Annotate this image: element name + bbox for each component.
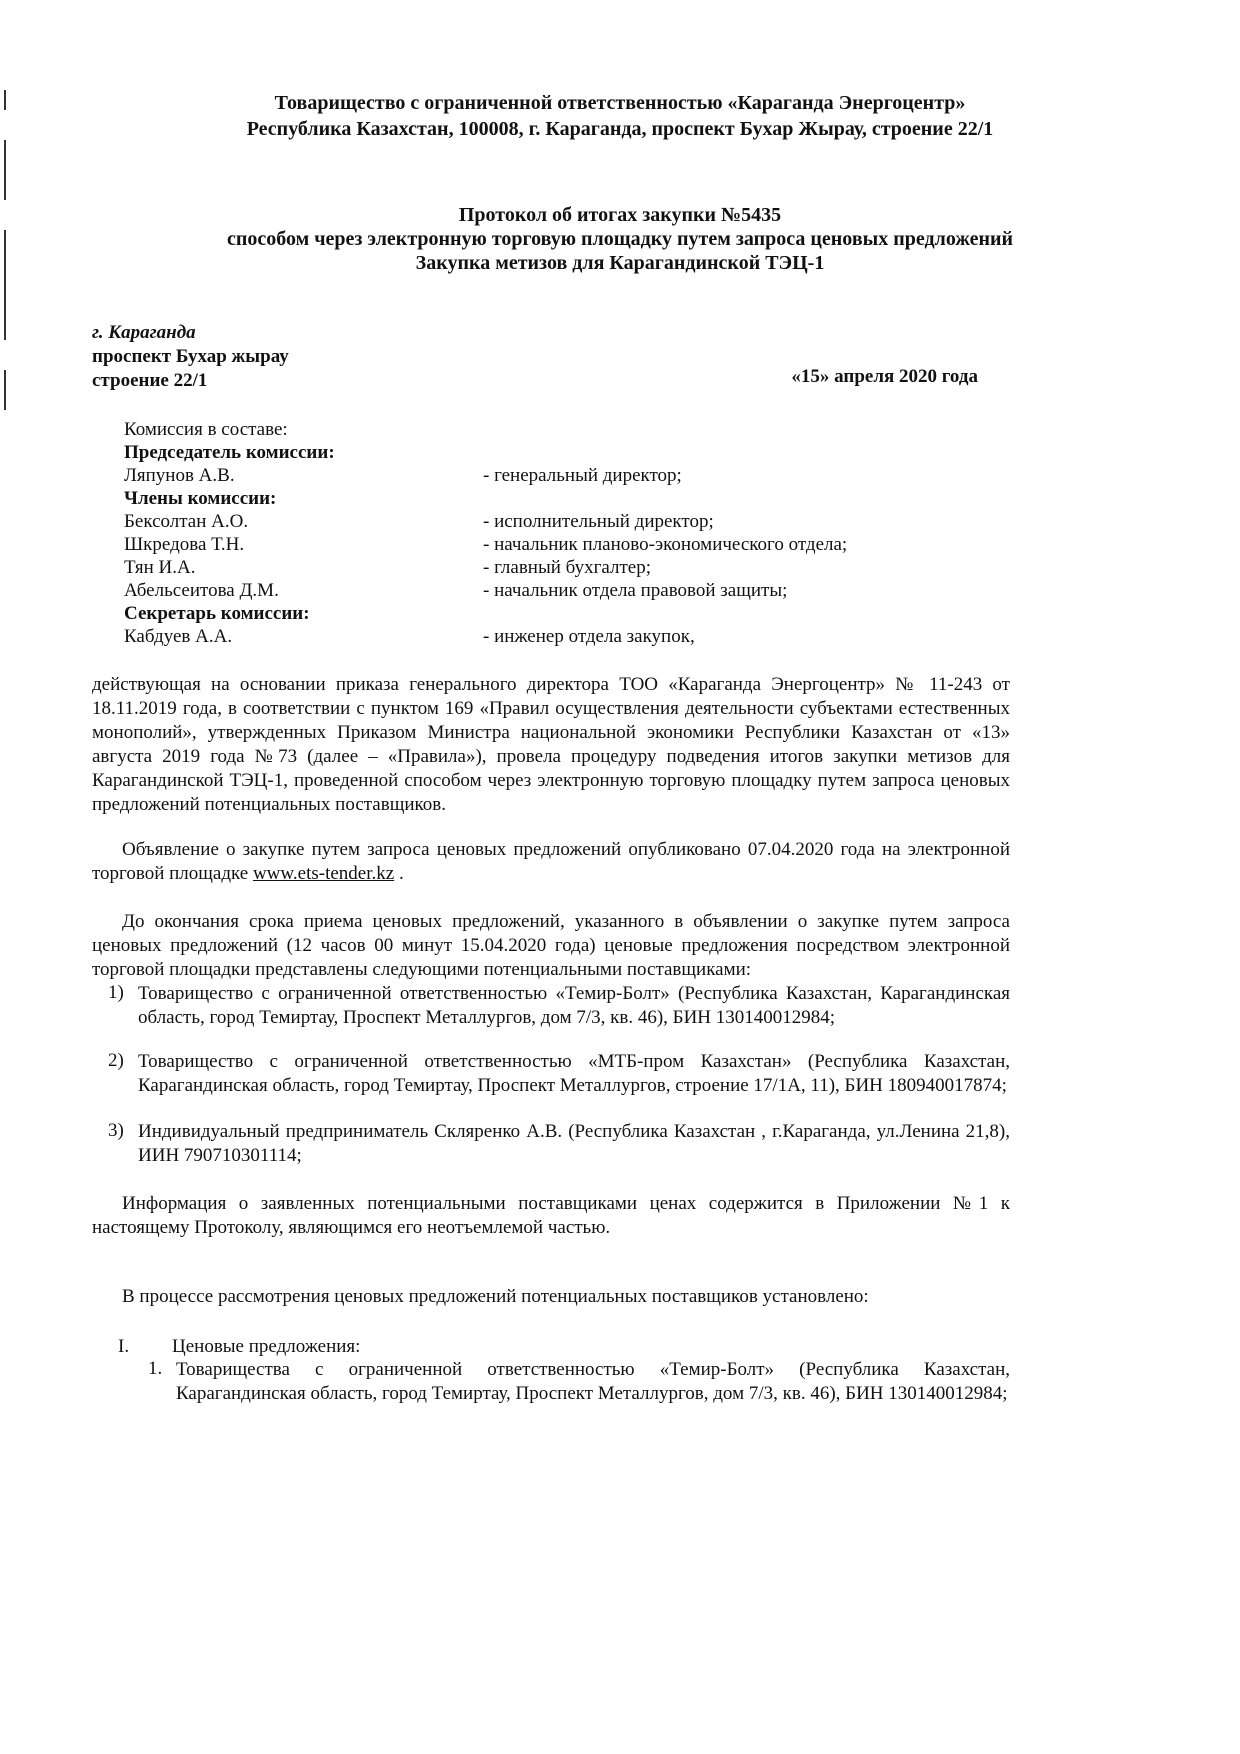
scan-mark bbox=[4, 370, 6, 410]
scan-mark bbox=[4, 140, 6, 200]
member-role: - начальник планово-экономического отдела; bbox=[483, 534, 848, 555]
member-name: Шкредова Т.Н. bbox=[124, 534, 245, 555]
chair-heading: Председатель комиссии: bbox=[124, 442, 335, 463]
member-role: - начальник отдела правовой защиты; bbox=[483, 580, 788, 601]
protocol-subject: Закупка метизов для Карагандинской ТЭЦ-1 bbox=[415, 252, 825, 274]
org-address: Республика Казахстан, 100008, г. Караганда, проспект Бухар Жырау, строение 22/1 bbox=[246, 118, 994, 140]
secretary-heading: Секретарь комиссии: bbox=[124, 603, 310, 624]
supplier-number: 2) bbox=[108, 1050, 124, 1071]
supplier-entry: Индивидуальный предприниматель Скляренко А.В. (Республика Казахстан , г.Караганда, ул.Ленина 21,8), ИИН 790710301114; bbox=[138, 1121, 1010, 1166]
place-building: строение 22/1 bbox=[92, 370, 208, 391]
member-name: Бексолтан А.О. bbox=[124, 511, 249, 532]
announcement-end: . bbox=[394, 863, 404, 884]
ets-tender-link[interactable]: www.ets-tender.kz bbox=[252, 863, 395, 884]
price-offer-entry: Товарищества с ограниченной ответственностью «Темир-Болт» (Республика Казахстан, Карагандинская область, город Темиртау, Проспект Металлургов, дом 7/3, кв. 46), БИН 130140012984; bbox=[176, 1359, 1010, 1404]
protocol-title: Протокол об итогах закупки №5435 bbox=[458, 204, 782, 226]
member-name: Тян И.А. bbox=[124, 557, 196, 578]
announcement-text: Объявление о закупке путем запроса ценовых предложений опубликовано 07.04.2020 года на электронной торговой площадке bbox=[92, 839, 1010, 884]
member-role: - исполнительный директор; bbox=[483, 511, 714, 532]
member-name: Абельсеитова Д.М. bbox=[124, 580, 279, 601]
supplier-number: 3) bbox=[108, 1120, 124, 1141]
place-street: проспект Бухар жырау bbox=[92, 346, 289, 367]
supplier-entry: Товарищество с ограниченной ответственностью «Темир-Болт» (Республика Казахстан, Карагандинская область, город Темиртау, Проспект Металлургов, дом 7/3, кв. 46), БИН 130140012984; bbox=[138, 983, 1010, 1028]
supplier-number: 1) bbox=[108, 982, 124, 1003]
org-name: Товарищество с ограниченной ответственностью «Караганда Энергоцентр» bbox=[274, 92, 966, 114]
chair-name: Ляпунов А.В. bbox=[124, 465, 235, 486]
chair-role: - генеральный директор; bbox=[483, 465, 682, 486]
protocol-method: способом через электронную торговую площадку путем запроса ценовых предложений bbox=[226, 228, 1014, 250]
secretary-name: Кабдуев А.А. bbox=[124, 626, 233, 647]
protocol-date: «15» апреля 2020 года bbox=[791, 366, 978, 387]
members-heading: Члены комиссии: bbox=[124, 488, 277, 509]
commission-intro: Комиссия в составе: bbox=[124, 419, 288, 440]
place-city: г. Караганда bbox=[92, 322, 196, 343]
prices-info-paragraph: Информация о заявленных потенциальными поставщиками ценах содержится в Приложении №1 к настоящему Протоколу, являющимся его неотъемлемой частью. bbox=[92, 1193, 1010, 1238]
basis-paragraph: действующая на основании приказа генерального директора ТОО «Караганда Энергоцентр» № 11-243 от 18.11.2019 года, в соответствии с пунктом 169 «Правил осуществления деятельности субъектами естественных монополий», утвержденных Приказом Министра национальной экономики Республики Казахстан от «13» августа 2019 года №73 (далее – «Правила»), провела процедуру подведения итогов закупки метизов для Карагандинской ТЭЦ-1, проведенной способом через электронную торговую площадку путем запроса ценовых предложений потенциальных поставщиков. bbox=[92, 674, 1010, 815]
secretary-role: - инженер отдела закупок, bbox=[483, 626, 695, 647]
price-offer-number: 1. bbox=[148, 1358, 163, 1379]
announcement-paragraph bbox=[92, 838, 1010, 886]
section-heading: Ценовые предложения: bbox=[172, 1336, 361, 1357]
supplier-entry: Товарищество с ограниченной ответственностью «МТБ-пром Казахстан» (Республика Казахстан, Карагандинская область, город Темиртау, Проспект Металлургов, строение 17/1А, 11), БИН 180940017874; bbox=[138, 1051, 1010, 1096]
member-role: - главный бухгалтер; bbox=[483, 557, 651, 578]
section-number: I. bbox=[118, 1336, 130, 1357]
review-paragraph: В процессе рассмотрения ценовых предложений потенциальных поставщиков установлено: bbox=[122, 1286, 869, 1307]
submission-paragraph: До окончания срока приема ценовых предложений, указанного в объявлении о закупке путем запроса ценовых предложений (12 часов 00 минут 15.04.2020 года) ценовые предложения посредством электронной торговой площадки представлены следующими потенциальными поставщиками: bbox=[92, 911, 1010, 980]
